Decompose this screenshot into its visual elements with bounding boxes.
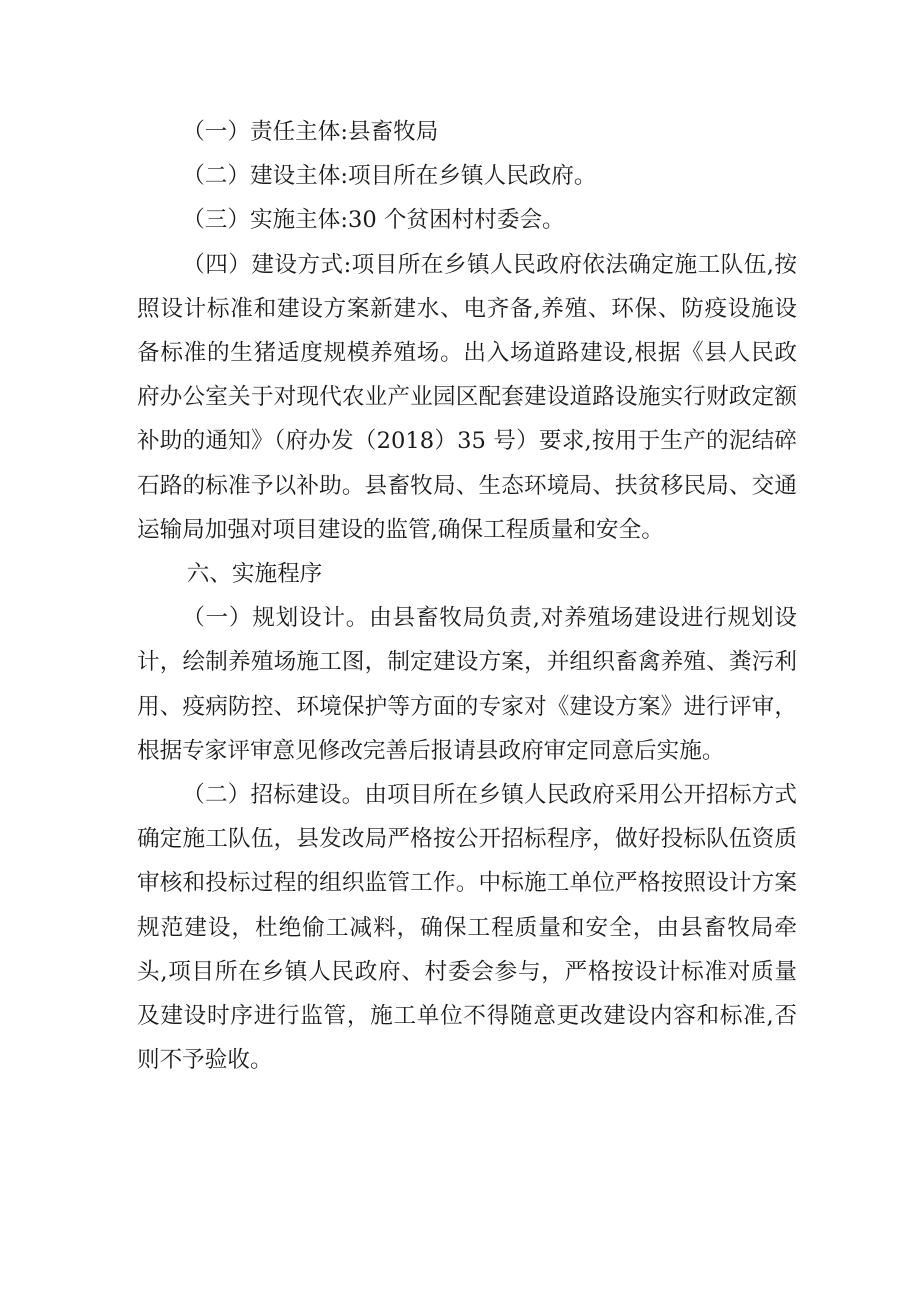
- paragraph-construction-subject: （二）建设主体:项目所在乡镇人民政府。: [182, 163, 597, 190]
- paragraph-implementation-subject: （三）实施主体:30 个贫困村村委会。: [182, 207, 565, 234]
- document-body: [137, 110, 797, 1082]
- paragraph-construction-method: （四）建设方式:项目所在乡镇人民政府依法确定施工队伍,按照设计标准和建设方案新建水、电齐备,养殖、环保、防疫设施设备标准的生猪适度规模养殖场。出入场道路建设,根据《县人民政府办公室关于对现代农业产业园区配套建设道路设施实行财政定额补助的通知》（府办发（2018）35 号）要求,按用于生产的泥结碎石路的标准予以补助。县畜牧局、生态环境局、扶贫移民局、交通运输局加强对项目建设的监管,确保工程质量和安全。: [137, 251, 797, 543]
- paragraph-responsibility-subject: （一）责任主体:县畜牧局: [182, 119, 439, 145]
- paragraph-bidding-construction: （二）招标建设。由项目所在乡镇人民政府采用公开招标方式确定施工队伍，县发改局严格按公开招标程序，做好投标队伍资质审核和投标过程的组织监管工作。中标施工单位严格按照设计方案规范建设，杜绝偷工减料，确保工程质量和安全，由县畜牧局牵头,项目所在乡镇人民政府、村委会参与，严格按设计标准对质量及建设时序进行监管，施工单位不得随意更改建设内容和标准,否则不予验收。: [137, 782, 797, 1074]
- section-heading-implementation-procedure: 六、实施程序: [186, 561, 323, 588]
- paragraph-planning-design: （一）规划设计。由县畜牧局负责,对养殖场建设进行规划设计，绘制养殖场施工图，制定建设方案，并组织畜禽养殖、粪污利用、疫病防控、环境保护等方面的专家对《建设方案》进行评审，根据专家评审意见修改完善后报请县政府审定同意后实施。: [137, 605, 797, 764]
